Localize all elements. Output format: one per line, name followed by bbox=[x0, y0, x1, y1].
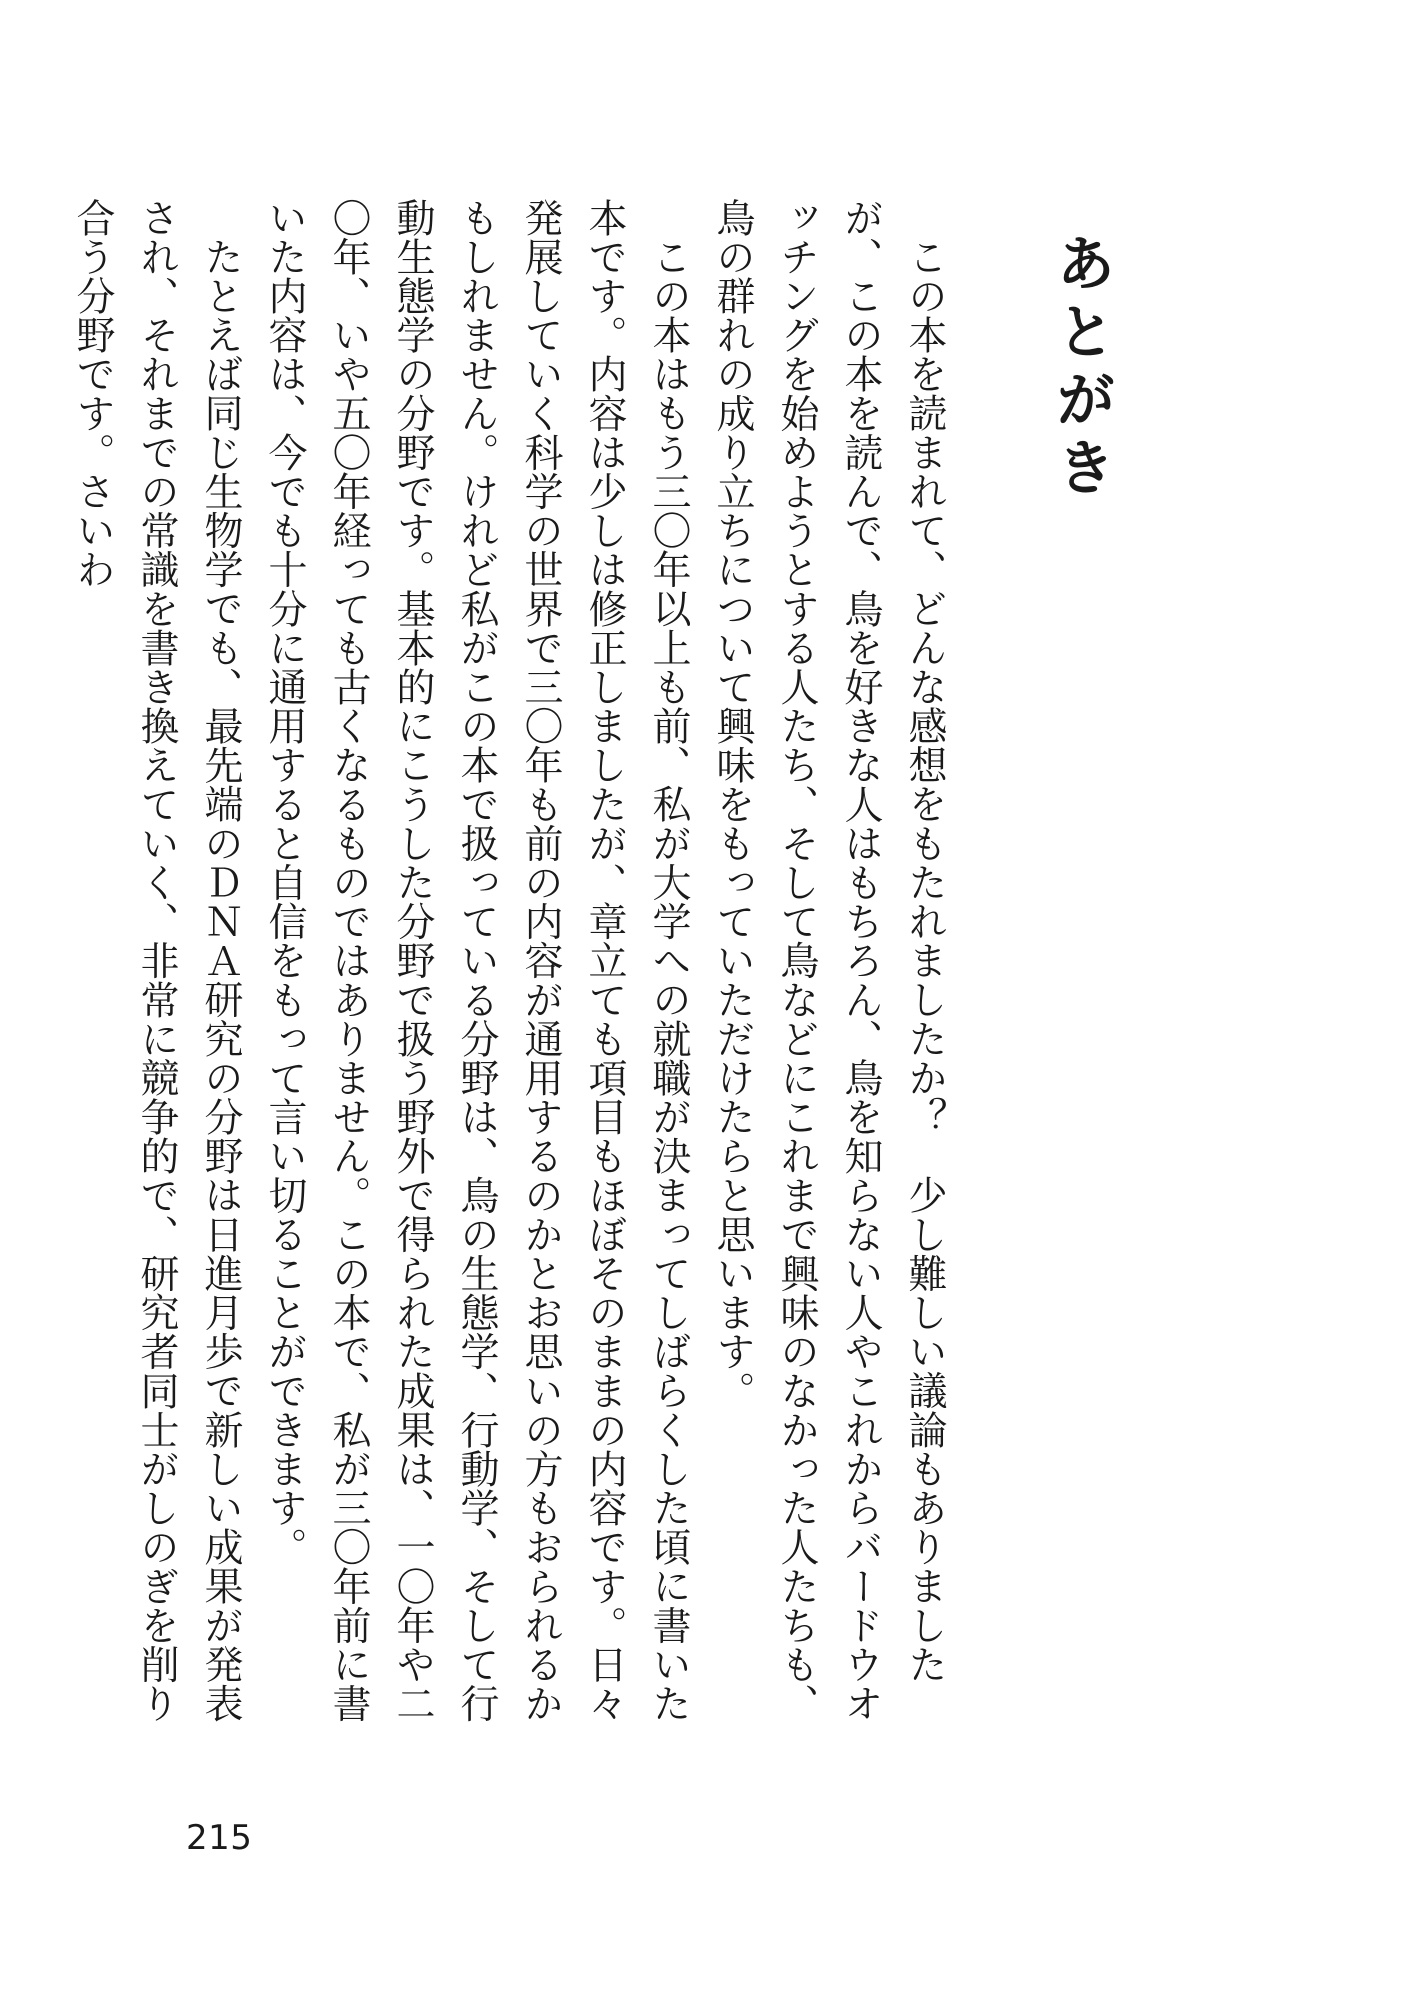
page-number: 215 bbox=[186, 1818, 253, 1858]
paragraph-2: この本はもう三〇年以上も前、私が大学への就職が決まってしばらくした頃に書いた本です。内容は少しは修正しましたが、章立ても項目もほぼそのままの内容です。日々発展していく科学の世界で三〇年も前の内容が通用するのかとお思いの方もおられるかもしれません。けれど私がこの本で扱っている分野は、鳥の生態学、行動学、そして行動生態学の分野です。基本的にこうした分野で扱う野外で得られた成果は、一〇年や二〇年、いや五〇年経っても古くなるものではありません。この本で、私が三〇年前に書いた内容は、今でも十分に通用すると自信をもって言い切ることができます。 bbox=[262, 198, 691, 1723]
paragraph-1: この本を読まれて、どんな感想をもたれましたか？ 少し難しい議論もありましたが、この本を読んで、鳥を好きな人はもちろん、鳥を知らない人やこれからバードウオッチングを始めようとする人たち、そして鳥などにこれまで興味のなかった人たちも、鳥の群れの成り立ちについて興味をもっていただけたらと思います。 bbox=[710, 198, 947, 1723]
paragraph-3: たとえば同じ生物学でも、最先端のＤＮＡ研究の分野は日進月歩で新しい成果が発表され、それまでの常識を書き換えていく、非常に競争的で、研究者同士がしのぎを削り合う分野です。さいわ bbox=[70, 198, 243, 1723]
chapter-heading: あとがき bbox=[1046, 232, 1116, 504]
body-text bbox=[70, 198, 956, 1760]
